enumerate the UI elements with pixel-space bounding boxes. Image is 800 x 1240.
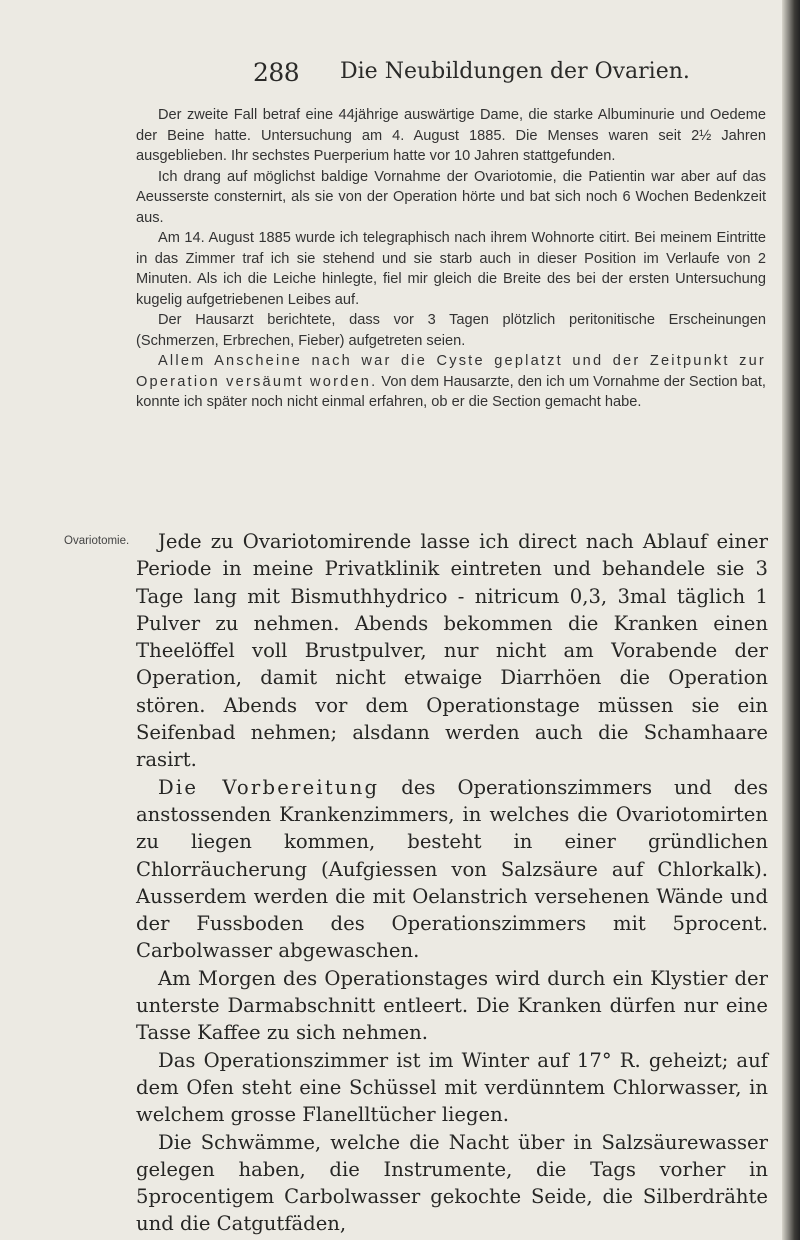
main-text <box>136 528 768 1238</box>
main-emphasis: Die Vorbereitung <box>158 775 380 799</box>
running-title: Die Neubildungen der Ovarien. <box>340 59 690 84</box>
case-paragraph: Der zweite Fall betraf eine 44jährige auswärtige Dame, die starke Albuminurie und Oedeme der Beine hatte. Untersuchung am 4. August 1885. Die Menses waren seit 2½ Jahren ausgeblieben. Ihr sechstes Puerperium hatte vor 10 Jahren stattgefunden. <box>136 107 766 164</box>
main-paragraph: Jede zu Ovariotomirende lasse ich direct nach Ablauf einer Periode in meine Privatklinik eintreten und behandele sie 3 Tage lang mit Bismuthhydrico - nitricum 0,3, 3mal täglich 1 Pulver zu nehmen. Abends bekommen die Kranken einen Theelöffel voll Brustpulver, nur nicht am Vorabende der Operation, damit nicht etwaige Diarrhöen die Operation stören. Abends vor dem Operationstage müssen sie ein Seifenbad nehmen; alsdann werden auch die Schamhaare rasirt. <box>136 530 768 772</box>
main-paragraph-rest: des Operationszimmers und des anstossenden Krankenzimmers, in welches die Ovariotomirten zu liegen kommen, besteht in einer gründlichen Chlorräucherung (Aufgiessen von Salzsäure auf Chlorkalk). Ausserdem werden die mit Oelanstrich versehenen Wände und der Fussboden des Operationszimmers mit 5procent. Carbolwasser abgewaschen. <box>136 775 769 963</box>
main-paragraph: Die Schwämme, welche die Nacht über in Salzsäurewasser gelegen haben, die Instrumente, die Tags vorher in 5procentigem Carbolwasser gekochte Seide, die Silberdrähte und die Catgutfäden, <box>136 1130 768 1236</box>
page-number: 288 <box>253 58 300 87</box>
page-header <box>0 58 800 88</box>
case-emphasis: Allem Anscheine nach war die Cyste geplatzt und der Zeitpunkt zur Operation versäumt worden. <box>136 353 766 390</box>
margin-note: Ovariotomie. <box>64 535 130 547</box>
main-paragraph: Das Operationszimmer ist im Winter auf 17° R. geheizt; auf dem Ofen steht eine Schüssel mit verdünntem Chlorwasser, in welchem grosse Flanelltücher liegen. <box>136 1048 768 1127</box>
case-paragraph: Der Hausarzt berichtete, dass vor 3 Tagen plötzlich peritonitische Erscheinungen (Schmerzen, Erbrechen, Fieber) aufgetreten seien. <box>136 312 766 349</box>
case-paragraph: Am 14. August 1885 wurde ich telegraphisch nach ihrem Wohnorte citirt. Bei meinem Eintritte in das Zimmer traf ich sie stehend und sie starb auch in dieser Position im Verlaufe von 2 Minuten. Als ich die Leiche hinlegte, fiel mir gleich die Breite des bei der ersten Untersuchung kugelig aufgetriebenen Leibes auf. <box>136 230 766 308</box>
case-paragraph: Ich drang auf möglichst baldige Vornahme der Ovariotomie, die Patientin war aber auf das Aeusserste consternirt, als sie von der Operation hörte und bat sich noch 6 Wochen Bedenkzeit aus. <box>136 168 766 226</box>
case-closing: Von dem Hausarzte, den ich um Vornahme der Section bat, konnte ich später noch nicht einmal erfahren, ob er die Section gemacht habe. <box>136 373 766 410</box>
case-paragraph <box>136 351 766 413</box>
case-report <box>136 105 766 413</box>
page-edge <box>782 0 800 1240</box>
main-paragraph: Am Morgen des Operationstages wird durch ein Klystier der unterste Darmabschnitt entleert. Die Kranken dürfen nur eine Tasse Kaffee zu sich nehmen. <box>136 966 768 1045</box>
main-paragraph <box>136 774 768 965</box>
